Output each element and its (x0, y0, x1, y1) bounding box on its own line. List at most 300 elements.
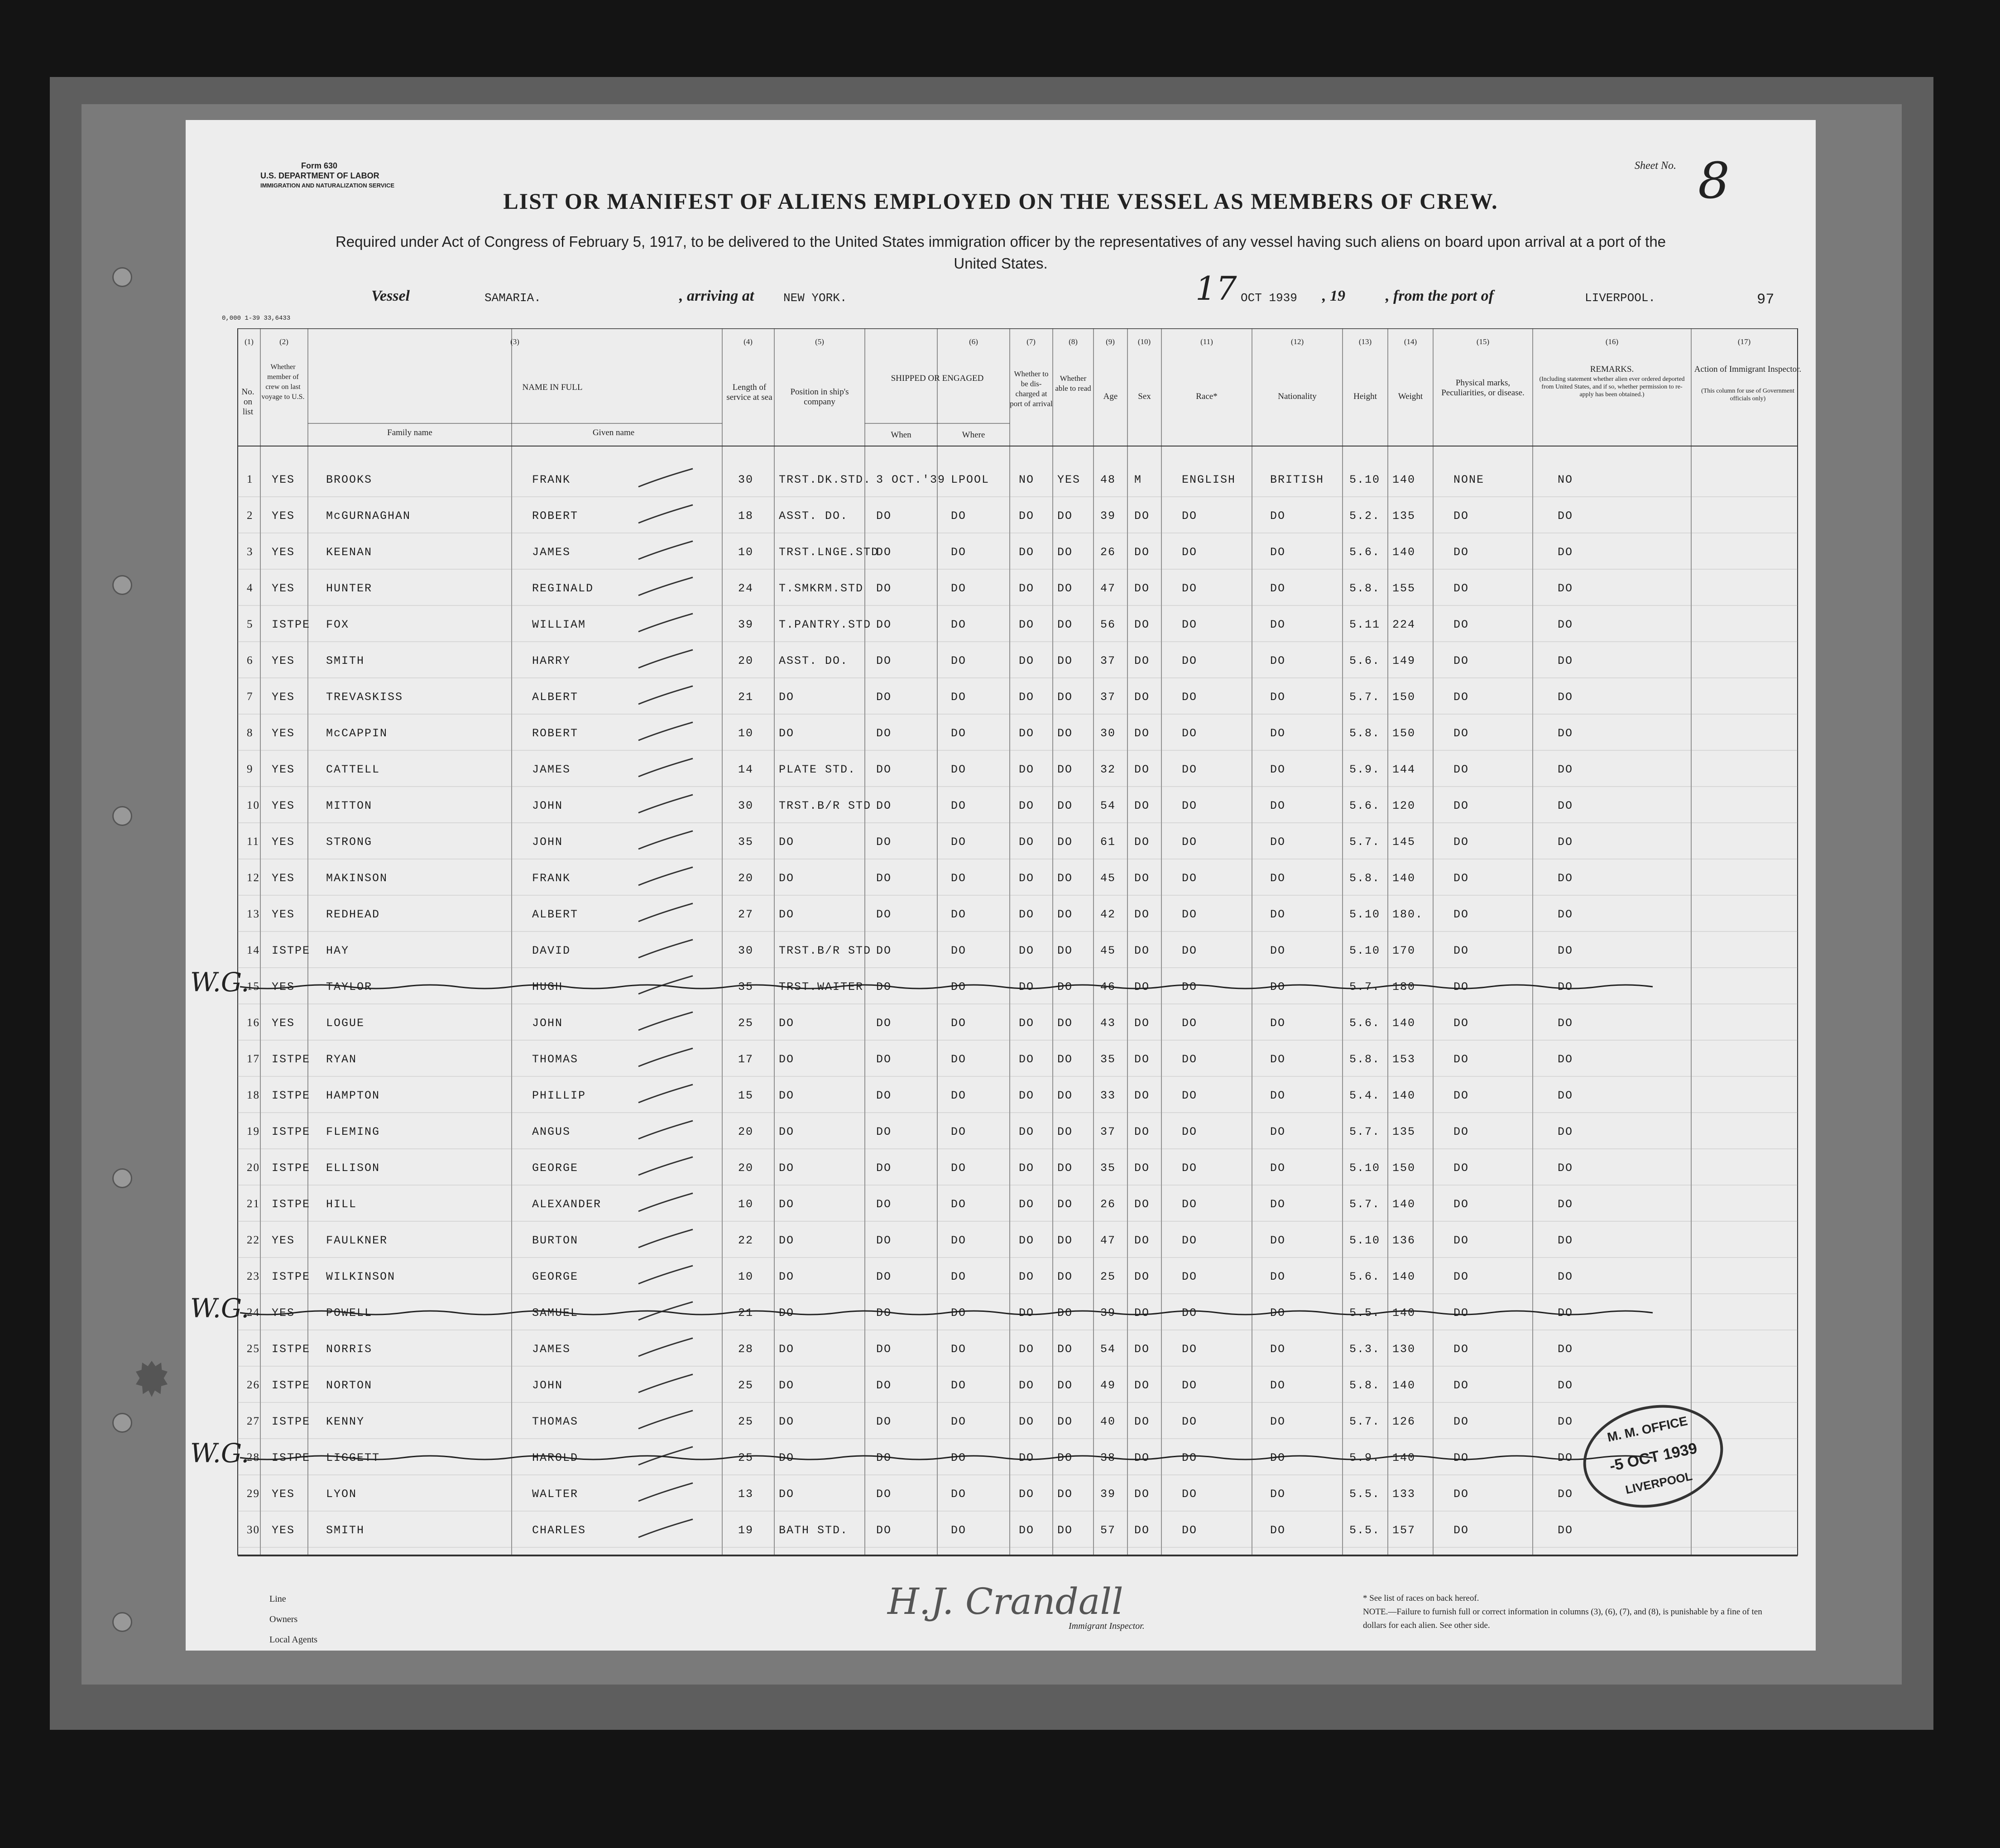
cell-no: 4 (247, 582, 254, 594)
cell-crew: YES (272, 1524, 295, 1537)
cell-family: McCAPPIN (326, 727, 388, 740)
cell-where: DO (951, 654, 967, 667)
cell-length: 39 (738, 618, 754, 631)
cell-no: 20 (247, 1162, 260, 1174)
cell-when: DO (876, 1415, 892, 1428)
cell-read: DO (1057, 1379, 1073, 1392)
cell-when: DO (876, 1089, 892, 1102)
cell-height: 5.10 (1349, 908, 1381, 921)
cell-when: DO (876, 1488, 892, 1501)
cell-length: 10 (738, 1270, 754, 1283)
cell-crew: ISTPE (272, 1198, 311, 1211)
cell-nat: DO (1270, 618, 1286, 631)
stamp-port: LIVERPOOL (1624, 1469, 1694, 1497)
cell-when: DO (876, 1270, 892, 1283)
cell-disch: DO (1019, 1488, 1035, 1501)
cell-height: 5.9. (1349, 763, 1381, 776)
cell-read: YES (1057, 473, 1081, 486)
cell-no: 27 (247, 1415, 260, 1427)
cell-no: 25 (247, 1343, 260, 1355)
cell-phys: DO (1453, 1053, 1469, 1066)
cell-sex: DO (1134, 654, 1150, 667)
cell-no: 15 (247, 980, 260, 993)
cell-when: DO (876, 654, 892, 667)
cell-given: JOHN (532, 1379, 563, 1392)
cell-race: DO (1182, 654, 1198, 667)
cell-no: 21 (247, 1198, 260, 1210)
cell-where: DO (951, 1488, 967, 1501)
cell-read: DO (1057, 980, 1073, 994)
cell-length: 20 (738, 654, 754, 667)
header-weight: Weight (1398, 392, 1423, 401)
cell-family: ELLISON (326, 1162, 380, 1175)
cell-age: 47 (1100, 582, 1116, 595)
cell-weight: 140 (1392, 1089, 1416, 1102)
cell-given: ALEXANDER (532, 1198, 602, 1211)
cell-remarks: DO (1558, 1089, 1573, 1102)
cell-disch: DO (1019, 1343, 1035, 1356)
cell-sex: DO (1134, 727, 1150, 740)
cell-disch: DO (1019, 872, 1035, 885)
cell-where: DO (951, 1053, 967, 1066)
cell-length: 13 (738, 1488, 754, 1501)
cell-when: DO (876, 1524, 892, 1537)
cell-height: 5.10 (1349, 1234, 1381, 1247)
cell-weight: 140 (1392, 1017, 1416, 1030)
cell-read: DO (1057, 1415, 1073, 1428)
cell-height: 5.7. (1349, 1198, 1381, 1211)
cell-crew: YES (272, 835, 295, 849)
cell-remarks: DO (1558, 618, 1573, 631)
cell-age: 37 (1100, 1125, 1116, 1138)
cell-no: 8 (247, 727, 254, 739)
cell-read: DO (1057, 1270, 1073, 1283)
cell-when: DO (876, 727, 892, 740)
cell-disch: DO (1019, 835, 1035, 849)
cell-age: 47 (1100, 1234, 1116, 1247)
cell-phys: DO (1453, 1234, 1469, 1247)
cell-race: DO (1182, 1125, 1198, 1138)
cell-length: 19 (738, 1524, 754, 1537)
cell-crew: YES (272, 980, 295, 994)
cell-phys: DO (1453, 1162, 1469, 1175)
cell-nat: DO (1270, 944, 1286, 957)
cell-crew: YES (272, 1234, 295, 1247)
cell-length: 28 (738, 1343, 754, 1356)
cell-given: DAVID (532, 944, 571, 957)
cell-where: DO (951, 1162, 967, 1175)
cell-age: 35 (1100, 1053, 1116, 1066)
cell-weight: 126 (1392, 1415, 1416, 1428)
cell-length: 20 (738, 872, 754, 885)
margin-initials-mark: W.G. (190, 1438, 249, 1469)
cell-where: DO (951, 872, 967, 885)
cell-weight: 153 (1392, 1053, 1416, 1066)
cell-when: DO (876, 1017, 892, 1030)
cell-no: 29 (247, 1488, 260, 1500)
check-mark-icon (638, 1085, 693, 1103)
cell-no: 5 (247, 618, 254, 630)
cell-nat: DO (1270, 1343, 1286, 1356)
cell-disch: DO (1019, 944, 1035, 957)
cell-disch: DO (1019, 509, 1035, 523)
cell-age: 32 (1100, 763, 1116, 776)
cell-family: NORTON (326, 1379, 373, 1392)
check-mark-icon (638, 1411, 693, 1429)
manifest-page (186, 120, 1816, 1651)
cell-family: REDHEAD (326, 908, 380, 921)
cell-read: DO (1057, 799, 1073, 812)
cell-when: DO (876, 944, 892, 957)
cell-length: 15 (738, 1089, 754, 1102)
cell-sex: DO (1134, 835, 1150, 849)
cell-family: WILKINSON (326, 1270, 396, 1283)
cell-height: 5.7. (1349, 691, 1381, 704)
cell-length: 20 (738, 1125, 754, 1138)
cell-phys: DO (1453, 1379, 1469, 1392)
cell-no: 12 (247, 872, 260, 884)
cell-nat: DO (1270, 546, 1286, 559)
column-number: (2) (279, 337, 288, 346)
cell-position: ASST. DO. (779, 654, 849, 667)
cell-remarks: DO (1558, 1162, 1573, 1175)
cell-when: DO (876, 908, 892, 921)
cell-family: LIGGETT (326, 1451, 380, 1464)
cell-remarks: DO (1558, 835, 1573, 849)
cell-position: DO (779, 1488, 795, 1501)
cell-race: DO (1182, 980, 1198, 994)
cell-race: DO (1182, 1053, 1198, 1066)
cell-height: 5.9. (1349, 1451, 1381, 1464)
department-name: U.S. DEPARTMENT OF LABOR (260, 171, 379, 180)
check-mark-icon (638, 867, 693, 885)
cell-sex: DO (1134, 1379, 1150, 1392)
cell-family: BROOKS (326, 473, 373, 486)
cell-given: ANGUS (532, 1125, 571, 1138)
inspector-signature: H.J. Crandall (887, 1580, 1123, 1622)
cell-nat: DO (1270, 509, 1286, 523)
cell-nat: DO (1270, 1524, 1286, 1537)
cell-sex: DO (1134, 509, 1150, 523)
cell-age: 39 (1100, 1306, 1116, 1320)
cell-where: DO (951, 618, 967, 631)
cell-remarks: DO (1558, 691, 1573, 704)
cell-phys: DO (1453, 799, 1469, 812)
cell-phys: DO (1453, 546, 1469, 559)
cell-sex: DO (1134, 1053, 1150, 1066)
column-number: (14) (1404, 337, 1417, 346)
cell-nat: DO (1270, 799, 1286, 812)
cell-weight: 136 (1392, 1234, 1416, 1247)
cell-where: DO (951, 908, 967, 921)
cell-no: 9 (247, 763, 254, 775)
cell-given: ROBERT (532, 509, 579, 523)
cell-position: T.SMKRM.STD (779, 582, 864, 595)
cell-weight: 180 (1392, 980, 1416, 994)
cell-no: 2 (247, 509, 254, 522)
cell-family: SMITH (326, 654, 365, 667)
cell-given: SAMUEL (532, 1306, 579, 1320)
cell-height: 5.3. (1349, 1343, 1381, 1356)
check-mark-icon (638, 1157, 693, 1175)
check-mark-icon (638, 903, 693, 922)
cell-given: JOHN (532, 835, 563, 849)
header-where: Where (962, 430, 985, 440)
cell-height: 5.10 (1349, 1162, 1381, 1175)
cell-no: 28 (247, 1451, 260, 1464)
cell-weight: 145 (1392, 835, 1416, 849)
cell-disch: DO (1019, 1306, 1035, 1320)
cell-height: 5.6. (1349, 1270, 1381, 1283)
cell-position: PLATE STD. (779, 763, 856, 776)
cell-length: 21 (738, 1306, 754, 1320)
cell-age: 37 (1100, 691, 1116, 704)
cell-race: DO (1182, 908, 1198, 921)
cell-no: 26 (247, 1379, 260, 1391)
column-number: (13) (1358, 337, 1372, 346)
cell-race: DO (1182, 1524, 1198, 1537)
cell-family: HAY (326, 944, 350, 957)
cell-no: 19 (247, 1125, 260, 1138)
header-no: No. on list (241, 387, 254, 417)
cell-age: 38 (1100, 1451, 1116, 1464)
cell-crew: YES (272, 654, 295, 667)
from-port: LIVERPOOL. (1585, 291, 1656, 305)
cell-read: DO (1057, 872, 1073, 885)
cell-height: 5.4. (1349, 1089, 1381, 1102)
cell-height: 5.5. (1349, 1306, 1381, 1320)
cell-no: 30 (247, 1524, 260, 1536)
form-identifier (260, 161, 394, 191)
cell-position: DO (779, 1017, 795, 1030)
header-name: NAME IN FULL (522, 383, 583, 392)
from-port-label: , from the port of (1386, 288, 1494, 304)
cell-remarks: DO (1558, 1415, 1573, 1428)
cell-remarks: DO (1558, 1379, 1573, 1392)
cell-family: TAYLOR (326, 980, 373, 994)
cell-position: TRST.B/R STD (779, 944, 872, 957)
cell-age: 61 (1100, 835, 1116, 849)
cell-when: DO (876, 618, 892, 631)
arriving-port: NEW YORK. (783, 291, 847, 305)
cell-sex: DO (1134, 1415, 1150, 1428)
cell-remarks: DO (1558, 1270, 1573, 1283)
cell-given: REGINALD (532, 582, 594, 595)
cell-sex: DO (1134, 872, 1150, 885)
cell-given: ROBERT (532, 727, 579, 740)
header-crew: Whether member of crew on last voyage to U.S. (261, 363, 305, 401)
cell-remarks: DO (1558, 1234, 1573, 1247)
cell-family: HILL (326, 1198, 357, 1211)
cell-age: 46 (1100, 980, 1116, 994)
cell-given: THOMAS (532, 1415, 579, 1428)
cell-given: THOMAS (532, 1053, 579, 1066)
cell-length: 24 (738, 582, 754, 595)
cell-crew: ISTPE (272, 1451, 311, 1464)
check-mark-icon (638, 722, 693, 740)
cell-disch: DO (1019, 1451, 1035, 1464)
cell-race: DO (1182, 1488, 1198, 1501)
cell-given: PHILLIP (532, 1089, 586, 1102)
cell-height: 5.8. (1349, 1053, 1381, 1066)
cell-remarks: DO (1558, 546, 1573, 559)
cell-phys: DO (1453, 835, 1469, 849)
cell-weight: 150 (1392, 727, 1416, 740)
cell-length: 25 (738, 1017, 754, 1030)
cell-where: DO (951, 1017, 967, 1030)
cell-when: DO (876, 1343, 892, 1356)
cell-nat: DO (1270, 1053, 1286, 1066)
cell-race: DO (1182, 835, 1198, 849)
cell-remarks: DO (1558, 1198, 1573, 1211)
cell-weight: 140 (1392, 1451, 1416, 1464)
manifest-number: 97 (1757, 291, 1775, 308)
cell-weight: 140 (1392, 872, 1416, 885)
cell-position: DO (779, 1306, 795, 1320)
cell-weight: 135 (1392, 509, 1416, 523)
cell-when: DO (876, 980, 892, 994)
cell-weight: 149 (1392, 654, 1416, 667)
check-mark-icon (638, 1229, 693, 1248)
cell-height: 5.10 (1349, 473, 1381, 486)
cell-race: DO (1182, 763, 1198, 776)
cell-sex: DO (1134, 1270, 1150, 1283)
cell-read: DO (1057, 509, 1073, 523)
cell-phys: DO (1453, 1524, 1469, 1537)
cell-sex: DO (1134, 763, 1150, 776)
cell-where: DO (951, 1089, 967, 1102)
cell-sex: DO (1134, 582, 1150, 595)
cell-nat: DO (1270, 1234, 1286, 1247)
stamp-date: -5 OCT 1939 (1608, 1439, 1699, 1475)
cell-position: DO (779, 908, 795, 921)
cell-given: CHARLES (532, 1524, 586, 1537)
owners-label: Owners (269, 1614, 298, 1624)
cell-nat: DO (1270, 582, 1286, 595)
cell-where: DO (951, 1234, 967, 1247)
cell-no: 14 (247, 944, 260, 956)
cell-remarks: DO (1558, 1451, 1573, 1464)
inspector-label: Immigrant Inspector. (1069, 1621, 1145, 1631)
cell-read: DO (1057, 1451, 1073, 1464)
cell-disch: DO (1019, 582, 1035, 595)
cell-when: DO (876, 1306, 892, 1320)
cell-position: DO (779, 1089, 795, 1102)
cell-given: BURTON (532, 1234, 579, 1247)
cell-read: DO (1057, 1017, 1073, 1030)
cell-age: 45 (1100, 872, 1116, 885)
cell-no: 22 (247, 1234, 260, 1246)
cell-race: DO (1182, 1343, 1198, 1356)
cell-crew: YES (272, 509, 295, 523)
cell-where: DO (951, 691, 967, 704)
cell-where: DO (951, 763, 967, 776)
cell-age: 48 (1100, 473, 1116, 486)
cell-weight: 150 (1392, 1162, 1416, 1175)
check-mark-icon (638, 1012, 693, 1030)
cell-read: DO (1057, 582, 1073, 595)
cell-age: 37 (1100, 654, 1116, 667)
cell-crew: ISTPE (272, 1379, 311, 1392)
cell-when: DO (876, 691, 892, 704)
cell-family: STRONG (326, 835, 373, 849)
cell-position: T.PANTRY.STD (779, 618, 872, 631)
cell-phys: DO (1453, 1306, 1469, 1320)
cell-read: DO (1057, 1524, 1073, 1537)
cell-family: KENNY (326, 1415, 365, 1428)
cell-nat: DO (1270, 1162, 1286, 1175)
cell-nat: DO (1270, 691, 1286, 704)
cell-family: FLEMING (326, 1125, 380, 1138)
check-mark-icon (638, 469, 693, 487)
cell-crew: YES (272, 582, 295, 595)
cell-no: 17 (247, 1053, 260, 1065)
cell-length: 25 (738, 1415, 754, 1428)
footer-notes (1363, 1592, 1779, 1632)
cell-read: DO (1057, 1162, 1073, 1175)
cell-family: FOX (326, 618, 350, 631)
cell-disch: DO (1019, 763, 1035, 776)
cell-phys: DO (1453, 1415, 1469, 1428)
cell-when: DO (876, 546, 892, 559)
cell-disch: DO (1019, 1234, 1035, 1247)
cell-read: DO (1057, 1234, 1073, 1247)
check-mark-icon (638, 650, 693, 668)
cell-crew: ISTPE (272, 1270, 311, 1283)
sheet-number: 8 (1698, 152, 1730, 210)
cell-read: DO (1057, 727, 1073, 740)
binder-hole (112, 1413, 132, 1433)
cell-height: 5.2. (1349, 509, 1381, 523)
cell-family: LYON (326, 1488, 357, 1501)
cell-weight: 140 (1392, 1198, 1416, 1211)
cell-height: 5.10 (1349, 944, 1381, 957)
cell-position: DO (779, 1270, 795, 1283)
cell-length: 30 (738, 944, 754, 957)
cell-race: DO (1182, 1270, 1198, 1283)
cell-given: JAMES (532, 1343, 571, 1356)
cell-family: HAMPTON (326, 1089, 380, 1102)
cell-sex: DO (1134, 1524, 1150, 1537)
cell-remarks: DO (1558, 763, 1573, 776)
cell-nat: DO (1270, 835, 1286, 849)
cell-weight: 157 (1392, 1524, 1416, 1537)
cell-given: HAROLD (532, 1451, 579, 1464)
service-name: IMMIGRATION AND NATURALIZATION SERVICE (260, 182, 395, 189)
cell-remarks: NO (1558, 473, 1573, 486)
cell-read: DO (1057, 1343, 1073, 1356)
cell-read: DO (1057, 654, 1073, 667)
cell-height: 5.7. (1349, 1415, 1381, 1428)
column-number: (11) (1200, 337, 1213, 346)
column-number: (3) (510, 337, 519, 346)
cell-remarks: DO (1558, 582, 1573, 595)
cell-sex: DO (1134, 1488, 1150, 1501)
cell-family: TREVASKISS (326, 691, 403, 704)
cell-length: 30 (738, 473, 754, 486)
header-remarks-detail: (Including statement whether alien ever ordered deported from United States, and if so, whether permission to re-apply has been obtained.) (1539, 376, 1685, 398)
check-mark-icon (638, 686, 693, 704)
cell-nat: DO (1270, 1270, 1286, 1283)
cell-sex: DO (1134, 691, 1150, 704)
cell-race: DO (1182, 618, 1198, 631)
cell-read: DO (1057, 1125, 1073, 1138)
cell-phys: DO (1453, 1488, 1469, 1501)
cell-where: DO (951, 546, 967, 559)
cell-race: DO (1182, 1379, 1198, 1392)
cell-disch: DO (1019, 1053, 1035, 1066)
check-mark-icon (638, 577, 693, 595)
